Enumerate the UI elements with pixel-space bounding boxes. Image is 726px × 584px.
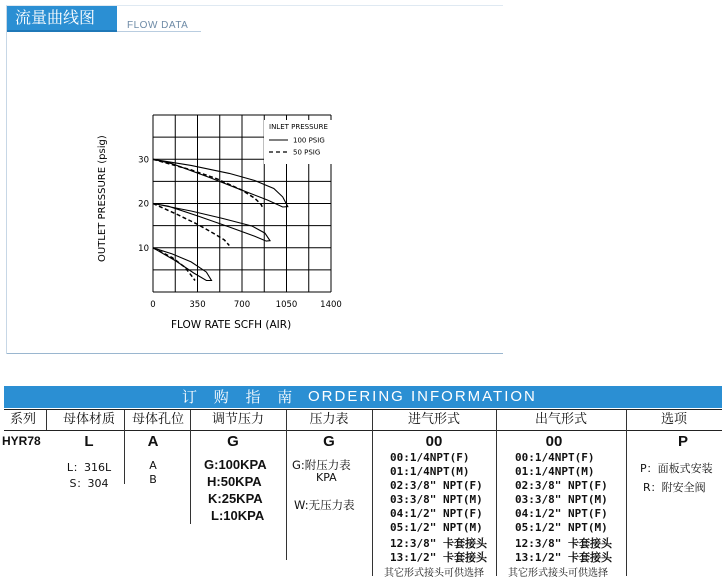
x-tick-label: 0 — [150, 300, 156, 310]
legend-label-100: 100 PSIG — [293, 136, 325, 145]
col-header-material: 母体材质 — [62, 412, 115, 427]
outlet-option: 12:3/8" 卡套接头 — [515, 537, 612, 550]
gauge-option: W:无压力表 — [294, 498, 355, 512]
flow-chart — [97, 104, 397, 334]
y-tick-label: 30 — [138, 155, 149, 166]
x-tick-label: 1050 — [275, 300, 298, 310]
inlet-option: 04:1/2" NPT(F) — [390, 507, 483, 520]
inlet-option: 00:1/4NPT(F) — [390, 451, 470, 464]
ordering-title-en: ORDERING INFORMATION — [308, 388, 537, 405]
col-header-option: 选项 — [660, 412, 687, 427]
outlet-option: 03:3/8" NPT(M) — [515, 493, 608, 506]
col-header-inlet: 进气形式 — [407, 412, 460, 427]
col-separator — [46, 410, 47, 430]
gauge-option: G:附压力表 — [292, 458, 351, 472]
x-tick-label: 1400 — [320, 300, 342, 310]
inlet-note: 其它形式接头可供选择 — [384, 568, 484, 579]
pressure-code: G — [227, 433, 239, 450]
inlet-code: 00 — [425, 433, 443, 450]
outlet-option: 13:1/2" 卡套接头 — [515, 551, 612, 564]
series-model: HYR78 — [2, 434, 41, 448]
material-option: L：316L — [66, 461, 112, 474]
inlet-option: 13:1/2" 卡套接头 — [390, 551, 487, 564]
title-rule — [117, 31, 201, 32]
pressure-option: L:10KPA — [211, 508, 265, 523]
legend-label-50: 50 PSIG — [293, 148, 321, 157]
material-code: L — [84, 433, 94, 450]
x-tick-label: 700 — [233, 300, 251, 310]
option-code: P — [677, 433, 688, 450]
option-item: R：附安全阀 — [643, 481, 706, 494]
ordering-header-bar — [4, 386, 722, 408]
chart-series — [153, 159, 288, 280]
series-line-50psig — [153, 248, 195, 281]
series-line-50psig — [153, 159, 262, 207]
material-option: S：304 — [69, 477, 109, 490]
flow-data-title-en: FLOW DATA — [127, 20, 189, 31]
panel-bottom-rule — [7, 353, 503, 354]
outlet-code: 00 — [545, 433, 563, 450]
y-axis-label: OUTLET PRESSURE (psig) — [97, 135, 108, 262]
inlet-option: 12:3/8" 卡套接头 — [390, 537, 487, 550]
outlet-option: 04:1/2" NPT(F) — [515, 507, 608, 520]
y-tick-label: 10 — [138, 243, 149, 254]
flow-data-title-cn: 流量曲线图 — [7, 6, 117, 30]
series-line-100psig — [153, 204, 270, 242]
inlet-option: 03:3/8" NPT(M) — [390, 493, 483, 506]
col-header-port: 母体孔位 — [131, 412, 184, 427]
outlet-option: 00:1/4NPT(F) — [515, 451, 595, 464]
port-code: A — [147, 433, 159, 450]
gauge-option: KPA — [316, 471, 337, 484]
legend-title: INLET PRESSURE — [269, 123, 328, 131]
outlet-option: 02:3/8" NPT(F) — [515, 479, 608, 492]
series-line-50psig — [153, 204, 229, 246]
chart-ticks — [138, 155, 342, 310]
option-item: P：面板式安装 — [640, 462, 713, 475]
x-tick-label: 350 — [189, 300, 206, 310]
col-header-gauge: 压力表 — [309, 412, 349, 427]
col-separator — [190, 410, 191, 524]
title-underline — [7, 30, 117, 32]
port-option: B — [149, 473, 157, 486]
col-header-outlet: 出气形式 — [534, 412, 587, 427]
inlet-option: 02:3/8" NPT(F) — [390, 479, 483, 492]
outlet-option: 01:1/4NPT(M) — [515, 465, 595, 478]
y-tick-label: 20 — [138, 199, 149, 210]
col-header-pressure: 调节压力 — [211, 412, 264, 427]
outlet-option: 05:1/2" NPT(M) — [515, 521, 608, 534]
gauge-code: G — [323, 433, 335, 450]
outlet-note: 其它形式接头可供选择 — [508, 568, 608, 579]
series-line-100psig — [153, 159, 288, 207]
col-header-series: 系列 — [9, 412, 36, 427]
x-axis-label: FLOW RATE SCFH (AIR) — [171, 319, 292, 331]
pressure-option: K:25KPA — [208, 491, 263, 506]
inlet-option: 05:1/2" NPT(M) — [390, 521, 483, 534]
ordering-title-cn: 订 购 指 南 — [182, 388, 299, 406]
inlet-option: 01:1/4NPT(M) — [390, 465, 470, 478]
flow-data-panel — [6, 5, 503, 354]
port-option: A — [149, 459, 157, 472]
pressure-option: H:50KPA — [207, 474, 262, 489]
table-header-bottom-line — [4, 430, 722, 431]
pressure-option: G:100KPA — [204, 457, 267, 472]
